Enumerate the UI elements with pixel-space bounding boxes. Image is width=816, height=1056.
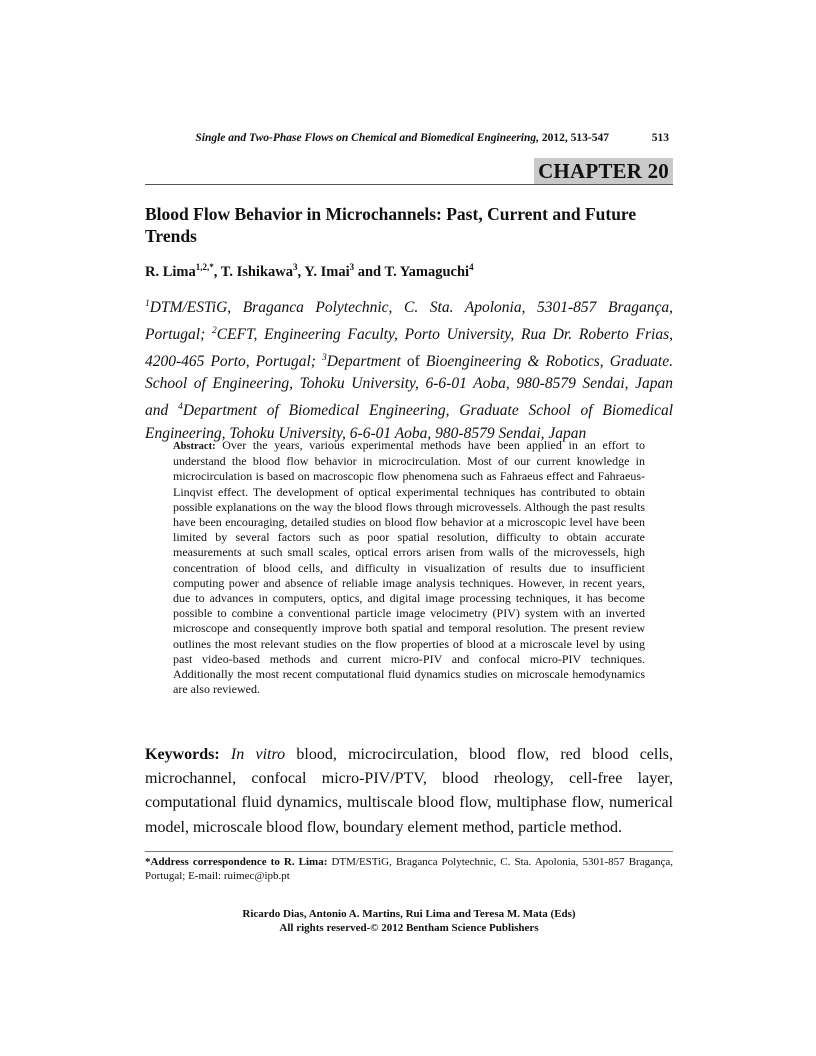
journal-title: Single and Two-Phase Flows on Chemical and Biomedical Engineering,: [195, 132, 540, 144]
affiliation-mark: 2: [212, 325, 217, 336]
author-name: R. Lima: [145, 263, 196, 280]
footnote-label: *Address correspondence to R. Lima:: [145, 856, 328, 868]
author-affiliation-mark: 3: [349, 262, 355, 272]
abstract-label: Abstract:: [173, 441, 216, 452]
correspondence-footnote: [145, 855, 673, 883]
author-affiliation-mark: 1,2,*: [195, 262, 214, 272]
affiliation-text: Department: [326, 352, 407, 370]
abstract: [173, 438, 645, 697]
chapter-divider: [145, 184, 673, 185]
page-number: 513: [651, 132, 669, 144]
publisher-info: [145, 907, 673, 935]
footnote-text: DTM/ESTiG, Braganca Polytechnic, C. Sta. Apolonia, 5301-857 Bragança, Portugal; E-mail: ruimec@ipb.pt: [145, 856, 673, 882]
chapter-label: CHAPTER 20: [534, 158, 673, 185]
keywords-italic: In vitro: [230, 746, 286, 763]
keywords: [145, 743, 673, 840]
rights-line: All rights reserved-© 2012 Bentham Science Publishers: [279, 922, 539, 934]
affiliations: [145, 293, 673, 445]
journal-year-pages: 2012, 513-547: [539, 132, 609, 144]
affiliation-text: DTM/ESTiG, Braganca Polytechnic, C. Sta. Apolonia, 5301-857 Bragança, Portugal;: [145, 299, 673, 343]
keywords-text: blood, microcirculation, blood flow, red blood cells, microchannel, confocal micro-PIV/PTV, blood rheology, cell-free layer, computational fluid dynamics, multiscale blood flow, multiphase flow, numerical model, microscale blood flow, boundary element method, particle method.: [145, 746, 674, 836]
abstract-text: Over the years, various experimental methods have been applied in an effort to understand the blood flow behavior in microcirculation. Most of our current knowledge in microcirculation is based on macroscopic flow phenomena such as Fahraeus effect and Fahraeus-Linqvist effect. The development of optical experimental techniques has contributed to obtain possible explanations on the way the blood flows through microvessels. Although the past results have been encouraging, detailed studies on blood flow behavior at a microscopic level have been limited by several factors such as poor spatial resolution, difficulty to obtain accurate measurements at such small scales, optical errors arisen from walls of the microvessels, high concentration of blood cells, and difficulty in visualization of results due to insufficient computing power and absence of reliable image analysis techniques. However, in recent years, due to advances in computers, optics, and digital image processing techniques, it has become possible to combine a conventional particle image velocimetry (PIV) system with an inverted microscope and consequently improve both spatial and temporal resolution. The present review outlines the most relevant studies on the flow properties of blood at a microscale level by using past video-based methods and current micro-PIV and confocal micro-PIV techniques. Additionally the most recent computational fluid dynamics studies on microscale hemodynamics are also reviewed.: [173, 438, 645, 697]
running-header: [145, 132, 673, 148]
affiliation-mark: 1: [145, 299, 150, 309]
article-title: Blood Flow Behavior in Microchannels: Past, Current and Future Trends: [145, 204, 637, 246]
author-affiliation-mark: 4: [469, 262, 474, 272]
affiliation-mark: 3: [322, 352, 327, 363]
affiliation-text: Department of Biomedical Engineering, Graduate School of Biomedical Engineering, Tohoku University, 6-6-01 Aoba, 980-8579 Sendai, Japan: [145, 402, 673, 442]
affiliation-mark: 4: [178, 401, 183, 412]
author-name: and T. Yamaguchi: [354, 263, 470, 280]
author-list: [145, 262, 673, 281]
author-name: , T. Ishikawa: [213, 263, 293, 280]
author-affiliation-mark: 3: [293, 262, 298, 272]
editors-line: Ricardo Dias, Antonio A. Martins, Rui Lima and Teresa M. Mata (Eds): [242, 908, 576, 920]
author-name: , Y. Imai: [297, 263, 350, 280]
keywords-label: Keywords:: [145, 746, 220, 763]
affiliation-text: Bioengineering & Robotics, Graduate. School of Engineering, Tohoku University, 6-6-01 Aoba, 980-8579 Sendai, Japan and: [145, 352, 673, 419]
affiliation-text: CEFT, Engineering Faculty, Porto University, Rua Dr. Roberto Frias, 4200-465 Porto, Portugal;: [145, 325, 673, 370]
journal-citation: [195, 132, 609, 144]
footnote-divider: [145, 851, 673, 852]
affiliation-text: of: [406, 352, 420, 370]
